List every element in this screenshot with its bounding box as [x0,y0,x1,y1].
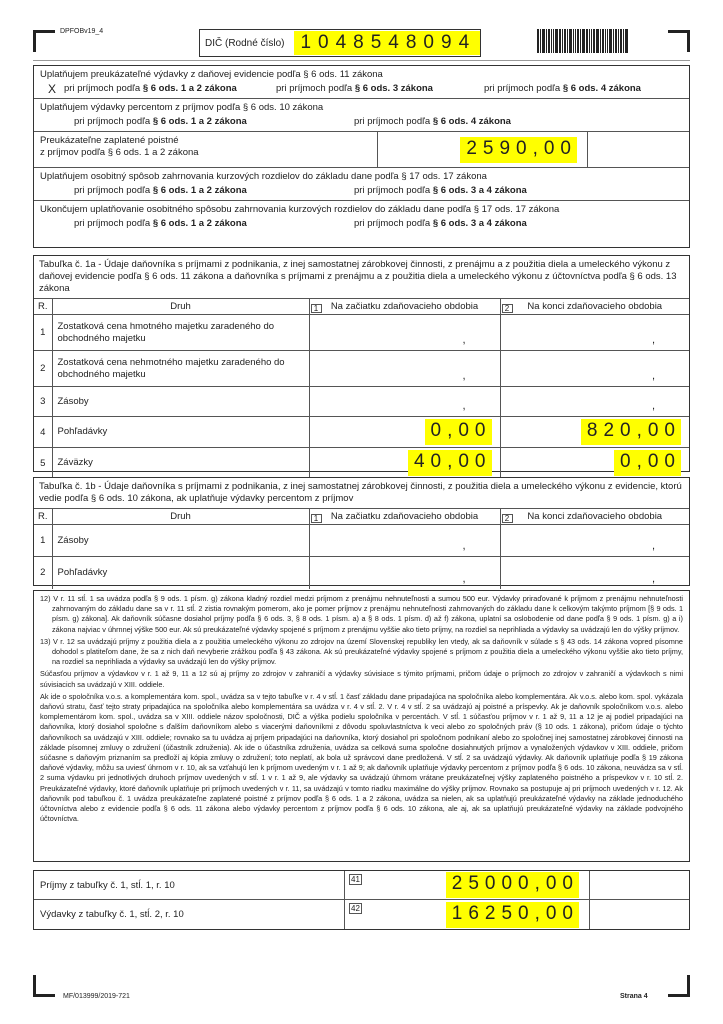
summary-section [33,870,690,930]
note-sucast: Súčasťou príjmov a výdavkov v r. 1 až 9, 11 a 12 sú aj príjmy zo zdrojov v zahraničí a výdavky súvisiace s týmito príjmami, pričom údaje o príjmoch zo zdrojov v zahraničí a výdavkoch s nimi súvisiacich sa uvádzajú v XIII. oddiele. [40,669,683,689]
kurzove-uplatnujem-title: Uplatňujem osobitný spôsob zahrnovania kurzových rozdielov do základu dane podľa § 17 ods. 17 zákona [40,171,487,182]
summary-value-field[interactable] [345,900,590,929]
dic-field[interactable] [199,29,481,57]
table-1a [33,255,690,472]
end-value-field[interactable]: 0,00 [500,448,689,479]
col-header-druh: Druh [52,299,309,315]
note-13: 13) V r. 12 sa uvádzajú príjmy z použitia diela a z použitia umeleckého výkonu zo zdrojov na území Slovenskej republiky len vtedy, ak sa daňovník v súlade s § 43 ods. 14 zákona vopred písomne dohodol s platiteľom dane, že sa z nich daň nevyberie zrážkou podľa § 43 zákona. Ak sú preukázateľné výdavky spojené s príjmom z použitia diela a umeleckého výkonu vyššie ako tieto príjmy, na rozdiel sa neprihliada a výdavky sa uvádzajú len do výšky príjmov. [40,636,683,667]
field-code: 41 [351,875,360,884]
start-value-field[interactable]: , [309,525,500,557]
corner-mark-bottom-right [668,975,690,997]
summary-value: 25000,00 [446,872,579,898]
summary-label: Príjmy z tabuľky č. 1, stĺ. 1, r. 10 [34,871,345,899]
table-row: 2 Zostatková cena nehmotného majetku zaradeného do obchodného majetku , , [34,351,689,387]
percentom-title: Uplatňujem výdavky percentom z príjmov podľa § 6 ods. 10 zákona [40,102,324,113]
evidencia-option-4[interactable]: pri príjmoch podľa § 6 ods. 4 zákona [484,83,641,94]
col-header-r: R. [34,509,52,525]
end-value-field[interactable]: , [500,557,689,589]
start-value-field[interactable]: , [309,351,500,387]
field-code: 42 [351,904,360,913]
start-value-field[interactable]: 0,00 [309,417,500,448]
note-12: 12) V r. 11 stĺ. 1 sa uvádza podľa § 9 ods. 1 písm. g) zákona kladný rozdiel medzi príjmom z prenájmu nehnuteľnosti a sumou 500 eur. Výdavky priraďované k príjmom z prenájmu nehnuteľnosti zahrnovaným do základu dane sa v r. 11 stĺ. 2 zistia rovnakým pomerom, ako je pomer príjmov z prenájmu nehnuteľnosti zahrnovaných do základu dane k celkovým takýmto príjmom [§ 9 ods. 1 písm. g) zákona]. Ak daňovník súčasne dosiahol príjmy podľa § 6 ods. 3, § 8 ods. 1 písm. a) a § 8 ods. 1 písm. d) až f) zákona, uplatní sa oslobodenie od dane podľa § 9 ods. 1 písm. g) a i) zákona najviac v úhrnnej výške 500 eur. Ak sú preukázateľné výdavky spojené s príjmom z prenájmu vyššie ako tieto príjmy, na rozdiel sa neprihliada a výdavky sa uvádzajú len do výšky príjmov. [40,594,683,634]
end-value-field[interactable]: , [500,315,689,351]
kurzove-ukoncujem-row [34,201,689,233]
evidencia-option-1-2[interactable]: pri príjmoch podľa § 6 ods. 1 a 2 zákona [64,83,237,94]
header-divider [33,60,690,61]
summary-row-prijmy [34,871,689,900]
corner-mark-bottom-left [33,975,55,997]
start-value-field[interactable]: 40,00 [309,448,500,479]
kurzove-ukoncujem-option-3-4[interactable]: pri príjmoch podľa § 6 ods. 3 a 4 zákona [354,218,527,229]
table-row: 2 Pohľadávky , , [34,557,689,589]
percentom-option-4[interactable]: pri príjmoch podľa § 6 ods. 4 zákona [354,116,511,127]
form-code: DPFOBv19_4 [60,28,104,35]
col-header-end: 2 Na konci zdaňovacieho obdobia [500,299,689,315]
poistne-value-field[interactable] [378,132,588,167]
summary-label: Výdavky z tabuľky č. 1, stĺ. 2, r. 10 [34,900,345,929]
note-spolocnik: Ak ide o spoločníka v.o.s. a komplementára kom. spol., uvádza sa v tejto tabuľke v r. 4 v stĺ. 1 časť základu dane pripadajúca na spoločníka alebo komplementára. Ak v.o.s. alebo kom. spol. vykázala daňovú stratu, časť tejto straty pripadajúca na spoločníka alebo komplementára sa uvádza v r. 4 v stĺ. 2. V r. 4 v stĺ. 2 sa uvádzajú aj poistné a príspevky. Ak je daňovník spoločníkom v.o.s. alebo komplementárom kom. spol., uvádza sa v XIII. oddiele názov spoločnosti, DIČ a výška podielu spoločníka v percentách. V stĺ. 1 súčasťou príjmov v r. 1 až 9, 11 a 12 je aj podiel pripadajúci na daňovníka, ktorý dosiahol spoločne s ďalším daňovníkom alebo s viacerými daňovníkmi z dôvodu spoluvlastníctva k veci alebo zo spoločných práv (§ 10 ods. 1 zákona), pričom údaje o týchto daňovníkoch sa uvádzajú v XIII. oddiele; rovnako sa tu uvádza aj príjem pripadajúci na daňovníka, ktorý dosiahol pri spoločnom podnikaní alebo zo spoločnej inej samostatnej zárobkovej činnosti na základe písomnej zmluvy o združení (účastník združenia). Ak ide o účastníka združenia, uvádza sa celková suma spoločne dosiahnutých príjmov a vynaložených výdavkov v XIII. oddiele, pričom súčasne s daňovým priznaním sa predloží aj kópia zmluvy o združení; toto neplatí, ak bola už správcovi dane predložená. V stĺ. 2 sa uvádzajú výdavky. Ak daňovník uplatňuje podľa § 19 zákona daňové výdavky, môžu sa uviesť úhrnom v r. 10, ak sa vzťahujú len k príjmom uvedeným v r. 1 až 9; ak daňovník uplatňuje výdavky percentom z príjmov podľa § 6 ods. 10 zákona, neuvádza sa v stĺ. 2 suma výdavku pri jednotlivých druhoch príjmov uvedených v stĺ. 1 v r. 1 až 9, ale výdavky sa uvádzajú úhrnom vrátane preukázateľnej výšky zaplateného poistného a príspevkov v r. 10 stĺ. 2. Preukázateľné výdavky, ktoré daňovník uplatňuje pri príjmoch uvedených v r. 11, sa uvádzajú v tomto riadku maximálne do výšky príjmov. Rovnako sa postupuje aj pri príjmoch uvedených v r. 12. Ak daňovník pod tabuľkou č. 1 uvádza preukázateľne zaplatené poistné z príjmov podľa § 6 ods. 1 a 2 zákona, uvádza sa nielen, ak sa uplatňujú preukázateľné výdavky na základe jednoduchého účtovníctva alebo z evidencie podľa § 6 ods. 11 zákona alebo výdavky percentom z príjmov podľa § 6 ods. 10 zákona, ale aj, ak sa uplatňujú preukázateľné výdavky na základe podvojného účtovníctva. [40,691,683,824]
end-value-field[interactable]: 820,00 [500,417,689,448]
poistne-label: Preukázateľne zaplatené poistné z príjmov podľa § 6 ods. 1 a 2 zákona [34,132,378,167]
evidencia-row [34,66,689,99]
table-row: 5 Záväzky 40,00 0,00 [34,448,689,479]
kurzove-ukoncujem-title: Ukončujem uplatňovanie osobitného spôsobu zahrnovania kurzových rozdielov do základu dane podľa § 17 ods. 17 zákona [40,204,560,215]
page-number: Strana 4 [620,993,648,1000]
kurzove-ukoncujem-option-1-2[interactable]: pri príjmoch podľa § 6 ods. 1 a 2 zákona [74,218,247,229]
table-row: 1 Zostatková cena hmotného majetku zaradeného do obchodného majetku , , [34,315,689,351]
corner-mark-top-left [33,30,55,52]
corner-mark-top-right [668,30,690,52]
table-1b-title: Tabuľka č. 1b - Údaje daňovníka s príjmami z podnikania, z inej samostatnej zárobkovej činnosti, z použitia diela a umeleckého výkonu z evidencie, ktorú vedie podľa § 6 ods. 10 zákona, ak uplatňuje výdavky percentom z príjmov [34,478,689,509]
table-row: 3 Zásoby , , [34,387,689,417]
barcode-icon [537,29,642,53]
table-row: 1 Zásoby , , [34,525,689,557]
col-header-druh: Druh [52,509,309,525]
table-1b [33,477,690,586]
evidencia-option-3[interactable]: pri príjmoch podľa § 6 ods. 3 zákona [276,83,433,94]
end-value-field[interactable]: , [500,351,689,387]
start-value-field[interactable]: , [309,315,500,351]
dic-label: DIČ (Rodné číslo) [205,37,285,49]
col-header-start: 1 Na začiatku zdaňovacieho obdobia [309,299,500,315]
start-value-field[interactable]: , [309,557,500,589]
col-header-end: 2 Na konci zdaňovacieho obdobia [500,509,689,525]
table-1a-title: Tabuľka č. 1a - Údaje daňovníka s príjmami z podnikania, z inej samostatnej zárobkovej činnosti, z prenájmu a z použitia diela a umeleckého výkonu z daňovej evidencie podľa § 6 ods. 11 zákona a daňovníka s príjmami z prenájmu a z použitia diela a umeleckého výkonu z účtovníctva podľa § 6 ods. 13 zákona [34,256,689,299]
summary-value-field[interactable] [345,871,590,899]
end-value-field[interactable]: , [500,525,689,557]
end-value-field[interactable]: , [500,387,689,417]
poistne-row [34,132,689,168]
kurzove-uplatnujem-option-3-4[interactable]: pri príjmoch podľa § 6 ods. 3 a 4 zákona [354,185,527,196]
doc-number: MF/013999/2019-721 [63,993,130,1000]
evidencia-check-mark[interactable]: X [47,82,56,96]
expense-method-section [33,65,690,248]
poistne-value: 2590,00 [460,137,577,163]
kurzove-uplatnujem-option-1-2[interactable]: pri príjmoch podľa § 6 ods. 1 a 2 zákona [74,185,247,196]
summary-row-vydavky [34,900,689,929]
evidencia-title: Uplatňujem preukázateľné výdavky z daňovej evidencie podľa § 6 ods. 11 zákona [40,69,383,80]
summary-value: 16250,00 [446,902,579,928]
start-value-field[interactable]: , [309,387,500,417]
table-row: 4 Pohľadávky 0,00 820,00 [34,417,689,448]
percentom-option-1-2[interactable]: pri príjmoch podľa § 6 ods. 1 a 2 zákona [74,116,247,127]
notes-section [33,590,690,862]
col-header-start: 1 Na začiatku zdaňovacieho obdobia [309,509,500,525]
col-header-r: R. [34,299,52,315]
percentom-row [34,99,689,132]
kurzove-uplatnujem-row [34,168,689,201]
dic-value[interactable]: 1048548094 [294,31,480,55]
